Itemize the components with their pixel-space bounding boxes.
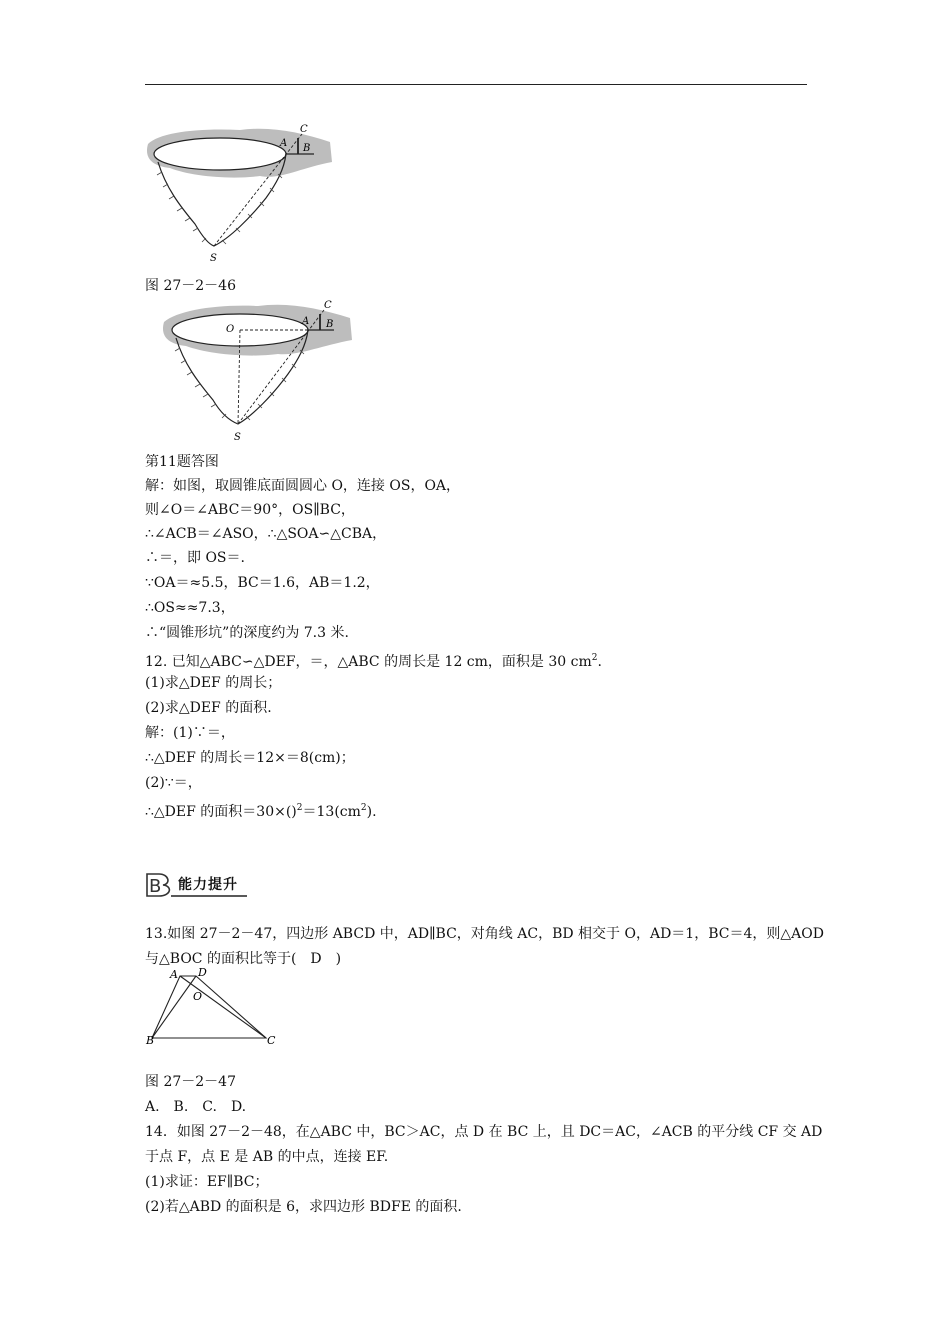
solution-line: ∴OS≈≈7.3，	[145, 600, 235, 616]
label-b: B	[303, 143, 311, 154]
q14-line: 于点 F，点 E 是 AB 的中点，连接 EF.	[145, 1149, 389, 1165]
q14-line: 14．如图 27－2－48，在△ABC 中，BC＞AC，点 D 在 BC 上，且 DC＝AC，∠ACB 的平分线 CF 交 AD	[145, 1124, 823, 1140]
label-a: A	[302, 316, 310, 327]
solution-line: 则∠O＝∠ABC＝90°，OS∥BC，	[145, 502, 355, 518]
caption-27-2-47: 图 27－2－47	[145, 1074, 236, 1090]
q14-part2: (2)若△ABD 的面积是 6，求四边形 BDFE 的面积.	[145, 1199, 462, 1215]
diagonal-bd	[152, 976, 196, 1038]
q13-options: A. B. C. D.	[145, 1099, 247, 1115]
solution-line: ∴＝，即 OS＝.	[145, 550, 245, 566]
caption-q11-answer: 第11题答图	[145, 454, 219, 470]
label-o: O	[193, 990, 203, 1003]
label-a: A	[280, 138, 288, 149]
q12-solution: ∴△DEF 的周长＝12×＝8(cm)；	[145, 750, 355, 766]
q13-line: 与△BOC 的面积比等于( D )	[145, 951, 342, 967]
q12-solution: (2)∵＝，	[145, 775, 202, 791]
q12-part1: (1)求△DEF 的周长；	[145, 675, 282, 691]
section-title: 能力提升	[178, 877, 238, 893]
solution-line: ∵OA＝≈5.5，BC＝1.6，AB＝1.2，	[145, 575, 380, 591]
figure-27-2-46	[140, 118, 340, 268]
diagonal-ac	[180, 976, 266, 1038]
label-b: B	[146, 1034, 155, 1047]
caption-27-2-46: 图 27－2－46	[145, 278, 236, 294]
q12-stem: 12. 已知△ABC∽△DEF，＝，△ABC 的周长是 12 cm，面积是 30 $cm^2$.	[145, 653, 602, 670]
label-o: O	[226, 324, 235, 335]
label-c: C	[324, 300, 332, 311]
label-c: C	[267, 1034, 276, 1047]
q14-part1: (1)求证：EF∥BC；	[145, 1174, 269, 1190]
label-d: D	[198, 966, 207, 979]
q12-part2: (2)求△DEF 的面积.	[145, 700, 272, 716]
label-b: B	[326, 319, 334, 330]
label-a: A	[170, 968, 178, 981]
label-s: S	[210, 253, 217, 264]
pit-hatching	[175, 348, 304, 420]
figure-q11-answer	[158, 298, 358, 448]
header-rule	[145, 84, 807, 85]
solution-line: ∴“圆锥形坑”的深度约为 7.3 米.	[145, 625, 349, 641]
q13-line: 13.如图 27－2－47，四边形 ABCD 中，AD∥BC，对角线 AC，BD 相交于 O，AD＝1，BC＝4，则△AOD	[145, 926, 824, 942]
label-s: S	[234, 432, 241, 443]
quadrilateral-abcd	[152, 976, 266, 1038]
label-c: C	[300, 124, 308, 135]
figure-27-2-47	[140, 966, 285, 1050]
q12-solution: ∴△DEF 的面积$=30\times()^2=13(cm^2)$.	[145, 803, 377, 820]
pit-rim	[154, 138, 286, 170]
solution-line: 解：如图，取圆锥底面圆圆心 O，连接 OS，OA，	[145, 478, 461, 494]
solution-line: ∴∠ACB＝∠ASO，∴△SOA∽△CBA，	[145, 526, 387, 542]
q12-solution: 解：(1)∵＝，	[145, 725, 235, 741]
section-letter: B	[149, 876, 162, 897]
